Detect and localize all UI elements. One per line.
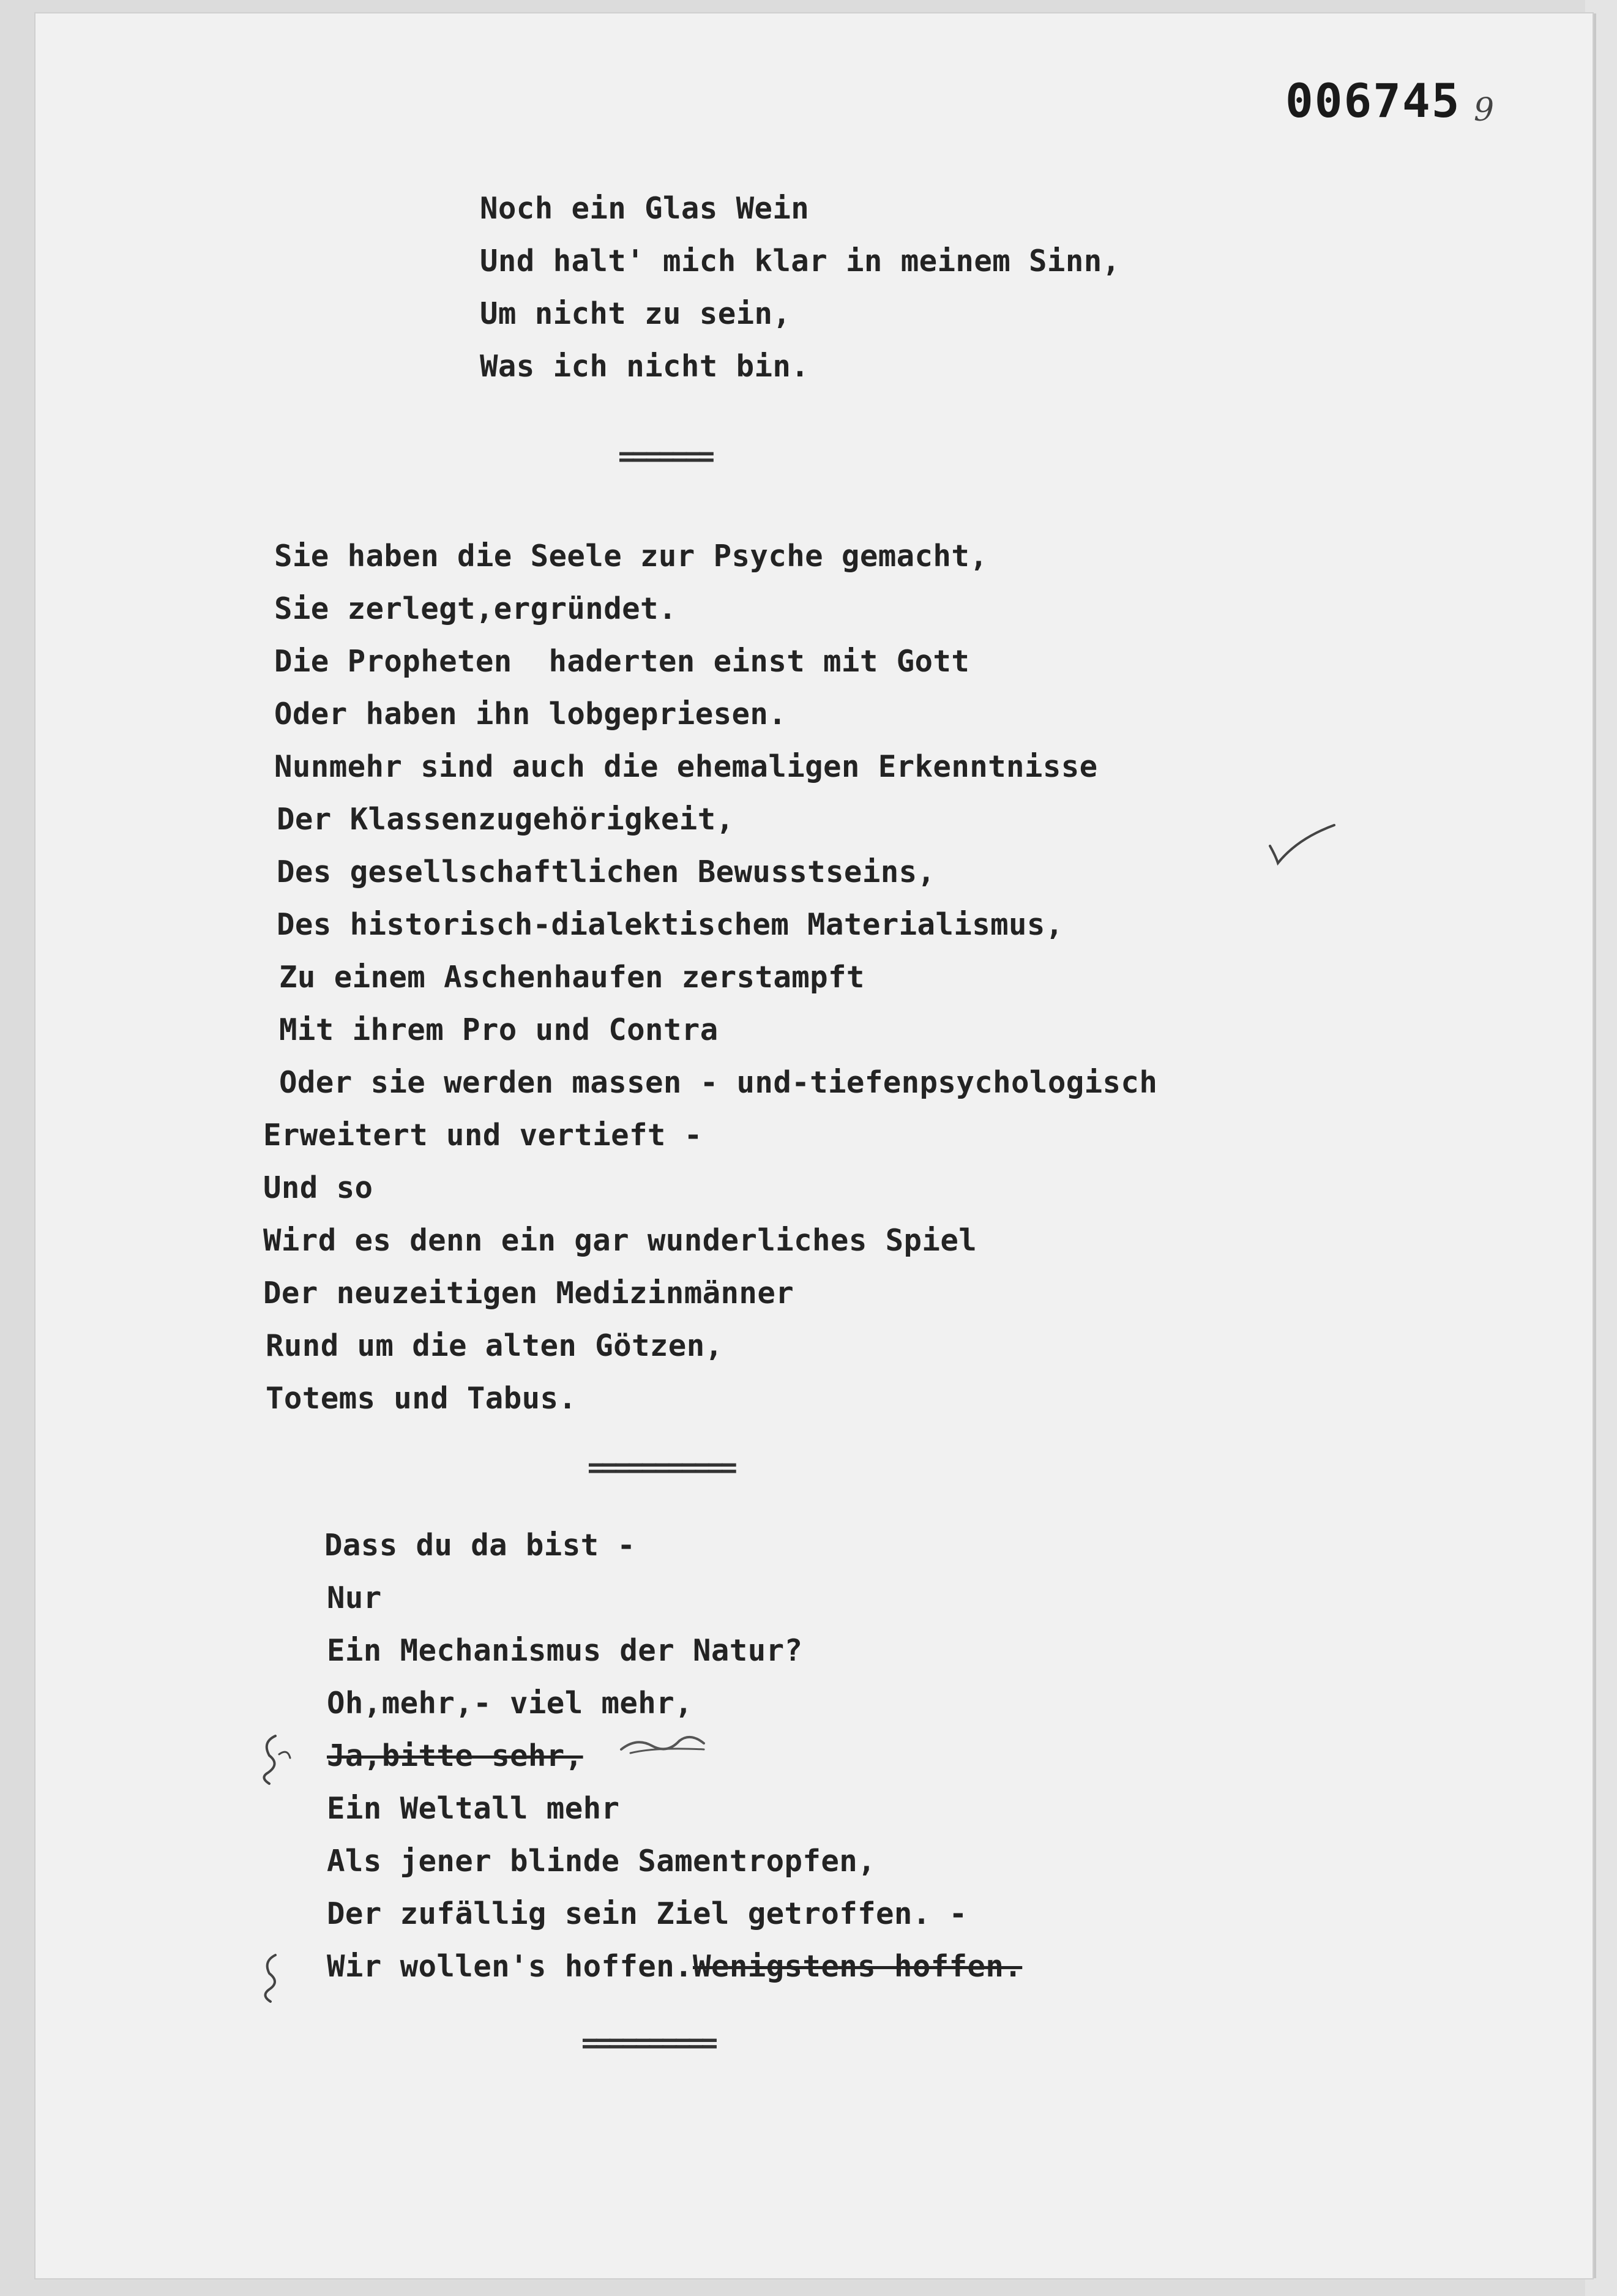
stanza2-line-15: Der neuzeitigen Medizinmänner [263,1276,794,1311]
stanza2-line-12: Erweitert und vertieft - [263,1118,703,1153]
last-line-struck: Wenigstens hoffen. [693,1949,1023,1984]
stanza2-line-6: Der Klassenzugehörigkeit, [277,802,734,837]
stanza3-line-4: Oh,mehr,- viel mehr, [327,1686,693,1721]
stanza1-line-1: Noch ein Glas Wein [480,191,810,226]
stanza2-line-11: Oder sie werden massen - und-tiefenpsychologisch [279,1065,1158,1100]
stanza3-line-2: Nur [327,1580,382,1615]
stanza2-line-13: Und so [263,1170,373,1205]
stanza2-line-2: Sie zerlegt,ergründet. [274,591,677,626]
stanza2-line-9: Zu einem Aschenhaufen zerstampft [279,960,865,995]
deletion-mark-icon [251,1730,300,1791]
stanza2-line-3: Die Propheten haderten einst mit Gott [274,644,970,679]
stanza3-line-1: Dass du da bist - [324,1528,636,1563]
stanza2-line-1: Sie haben die Seele zur Psyche gemacht, [274,539,988,574]
stanza2-line-5: Nunmehr sind auch die ehemaligen Erkenntnisse [274,749,1098,784]
deletion-mark-icon-2 [253,1950,296,2005]
last-line-kept: Wir wollen's hoffen. [327,1949,693,1984]
stanza1-line-4: Was ich nicht bin. [480,349,810,384]
squiggle-mark-icon [618,1725,710,1762]
stanza1-line-3: Um nicht zu sein, [480,296,791,331]
stanza2-line-14: Wird es denn ein gar wunderliches Spiel [263,1223,977,1258]
stanza3-line-9 [327,1949,1023,1984]
stanza2-line-7: Des gesellschaftlichen Bewusstseins, [277,854,936,889]
stanza3-line-8: Der zufällig sein Ziel getroffen. - [327,1896,968,1931]
stanza3-line-6: Ein Weltall mehr [327,1791,620,1826]
separator-2: =========== [588,1451,734,1484]
archive-number: 006745 [1285,73,1461,128]
archive-number-mark: 9 [1474,92,1495,129]
stanza3-line-7: Als jener blinde Samentropfen, [327,1844,876,1879]
separator-3: ========== [581,2026,714,2059]
stanza3-line-3: Ein Mechanismus der Natur? [327,1633,803,1668]
stanza1-line-2: Und halt' mich klar in meinem Sinn, [480,244,1121,279]
stanza3-line-5-struck: Ja,bitte sehr, [327,1738,583,1773]
stanza2-line-16: Rund um die alten Götzen, [266,1328,723,1363]
stanza2-line-8: Des historisch-dialektischem Materialismus, [277,907,1064,942]
checkmark-icon [1267,820,1340,869]
stanza2-line-4: Oder haben ihn lobgepriesen. [274,697,787,731]
stanza2-line-10: Mit ihrem Pro und Contra [279,1012,719,1047]
separator-1: ======= [618,439,711,473]
stanza2-line-17: Totems und Tabus. [266,1381,577,1416]
